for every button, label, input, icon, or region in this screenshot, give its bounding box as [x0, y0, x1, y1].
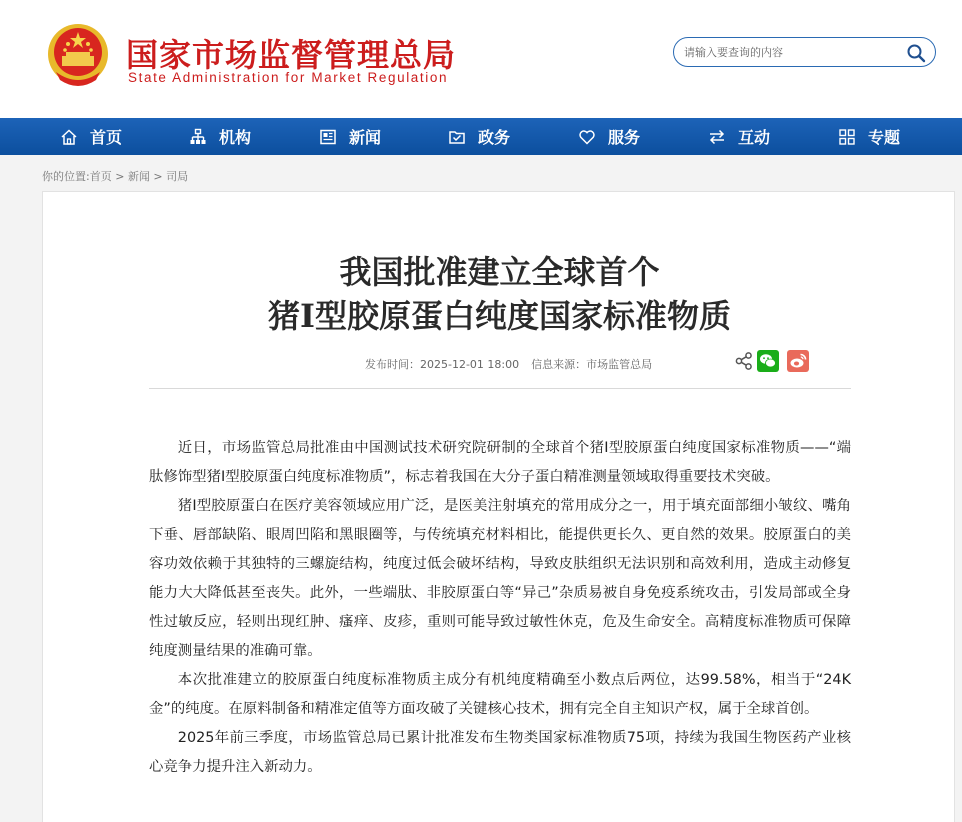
- publish-time-label: 发布时间：: [365, 358, 420, 371]
- nav-item-label: 政务: [478, 128, 511, 147]
- article-paragraph: 近日，市场监管总局批准由中国测试技术研究院研制的全球首个猪Ⅰ型胶原蛋白纯度国家标准物质——“端肽修饰型猪Ⅰ型胶原蛋白纯度标准物质”，标志着我国在大分子蛋白精准测量领域取得重要技术突破。: [149, 440, 851, 485]
- weibo-icon[interactable]: [787, 350, 809, 372]
- nav-item-government-affairs[interactable]: [448, 118, 510, 155]
- site-logo-english[interactable]: State Administration for Market Regulation: [128, 70, 449, 85]
- search-box: [673, 37, 936, 67]
- nav-item-label: 首页: [90, 128, 123, 147]
- folder-icon: [448, 128, 466, 146]
- nav-item-label: 专题: [868, 128, 901, 147]
- breadcrumb-separator: >: [149, 170, 167, 183]
- newspaper-icon: [319, 128, 337, 146]
- nav-item-label: 服务: [608, 128, 641, 147]
- nav-item-services[interactable]: [578, 118, 640, 155]
- publish-time: 2025-12-01 18:00: [420, 358, 520, 371]
- nav-item-news[interactable]: [319, 118, 381, 155]
- article-card: [42, 191, 955, 822]
- breadcrumb-link-department[interactable]: 司局: [166, 170, 189, 183]
- article-paragraph: 2025年前三季度，市场监管总局已累计批准发布生物类国家标准物质75项，持续为我国生物医药产业核心竞争力提升注入新动力。: [149, 730, 851, 775]
- article-title-line1: 我国批准建立全球首个: [339, 253, 660, 291]
- home-icon: [60, 128, 78, 146]
- breadcrumb: [42, 168, 188, 184]
- nav-item-label: 互动: [738, 128, 771, 147]
- breadcrumb-separator: >: [111, 170, 128, 183]
- site-header: [0, 0, 962, 118]
- article-body: [149, 434, 851, 782]
- nav-item-special-topics[interactable]: [838, 118, 900, 155]
- article-source: 市场监管总局: [586, 358, 653, 371]
- breadcrumb-link-news[interactable]: 新闻: [127, 170, 150, 183]
- grid-icon: [838, 128, 856, 146]
- share-icon[interactable]: [733, 350, 755, 372]
- nav-item-home[interactable]: [60, 118, 122, 155]
- wechat-icon[interactable]: [757, 350, 779, 372]
- nav-item-label: 新闻: [349, 128, 382, 147]
- heart-icon: [578, 128, 596, 146]
- article-meta: [365, 356, 652, 372]
- source-label: 信息来源：: [531, 358, 587, 371]
- breadcrumb-link-home[interactable]: 首页: [89, 170, 112, 183]
- article-title: [43, 250, 956, 338]
- search-icon[interactable]: [906, 43, 926, 63]
- nav-item-organization[interactable]: [189, 118, 251, 155]
- nav-item-label: 机构: [219, 128, 252, 147]
- article-title-line2: 猪Ⅰ型胶原蛋白纯度国家标准物质: [268, 297, 731, 335]
- article-paragraph: 本次批准建立的胶原蛋白纯度标准物质主成分有机纯度精确至小数点后两位，达99.58%，相当于“24K金”的纯度。在原料制备和精准定值等方面攻破了关键核心技术，拥有完全自主知识产权，属于全球首创。: [149, 672, 851, 717]
- main-navigation: [0, 118, 962, 155]
- search-input[interactable]: [684, 43, 899, 62]
- org-chart-icon: [189, 128, 207, 146]
- national-emblem-icon: [46, 22, 110, 88]
- article-paragraph: 猪Ⅰ型胶原蛋白在医疗美容领域应用广泛，是医美注射填充的常用成分之一，用于填充面部细小皱纹、嘴角下垂、唇部缺陷、眼周凹陷和黑眼圈等，与传统填充材料相比，能提供更长久、更自然的效果。胶原蛋白的美容功效依赖于其独特的三螺旋结构，纯度过低会破坏结构，导致皮肤组织无法识别和高效利用，造成主动修复能力大大降低甚至丧失。此外，一些端肽、非胶原蛋白等“异己”杂质易被自身免疫系统攻击，引发局部或全身性过敏反应，轻则出现红肿、瘙痒、皮疹，重则可能导致过敏性休克，危及生命安全。高精度标准物质可保障纯度测量结果的准确可靠。: [149, 498, 851, 659]
- breadcrumb-prefix: 你的位置:: [42, 170, 90, 183]
- site-logo-chinese[interactable]: 国家市场监督管理总局: [126, 36, 457, 74]
- exchange-arrows-icon: [708, 128, 726, 146]
- meta-divider: [149, 388, 851, 389]
- nav-item-interaction[interactable]: [708, 118, 770, 155]
